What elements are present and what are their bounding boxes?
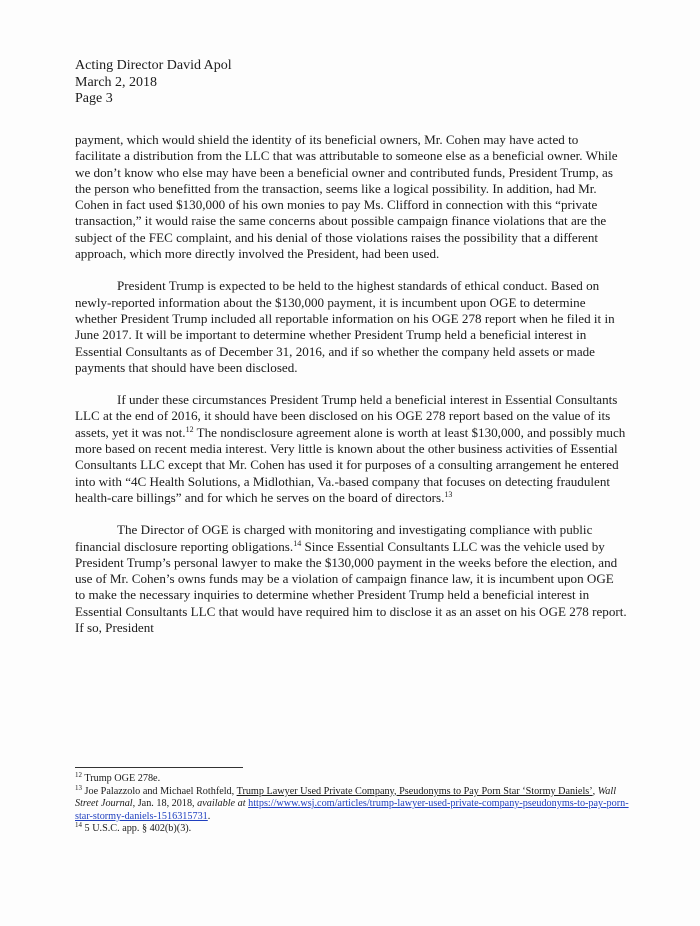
footnote-number: 12 [75,771,82,779]
footnote-text: Trump OGE 278e. [82,773,161,784]
footnote-13 [75,783,635,824]
paragraph-4 [75,522,627,636]
footnote-ref-12: 12 [185,424,194,434]
article-title: Trump Lawyer Used Private Company, Pseudonyms to Pay Porn Star ‘Stormy Daniels’ [236,785,593,797]
footnote-12 [75,773,635,786]
footnote-end: . [207,810,211,822]
paragraph-4-text-a: The Director of OGE is charged with monitoring and investigating compliance with public financial disclosure reporting obligations. [75,522,593,554]
paragraph-1 [75,132,627,262]
footnotes [75,773,635,836]
letter-header [75,58,232,108]
page-number: Page 3 [75,91,113,106]
paragraph-3-text-a: If under these circumstances President Trump held a beneficial interest in Essential Consultants LLC at the end of 2016, it should have been disclosed on his OGE 278 report based on the value of its assets, yet it was not. [75,392,618,440]
footnote-ref-13: 13 [444,489,453,499]
paragraph-1-text: payment, which would shield the identity of its beneficial owners, Mr. Cohen may have acted to facilitate a distribution from the LLC that was attributable to someone else as a beneficial owner. While we don’t know who else may have been a beneficial owner and contributed funds, President Trump, as the person who benefitted from the transaction, seems like a logical possibility. In addition, had Mr. Cohen in fact used $130,000 of his own monies to pay Ms. Clifford in connection with this “private transaction,” it would raise the same concerns about possible campaign finance violations that are the subject of the FEC complaint, and his denial of those violations raises the possibility that a different approach, which more directly involved the President, had been used. [75,132,618,262]
footnote-number: 13 [75,783,82,792]
paragraph-3-text-b: The nondisclosure agreement alone is worth at least $130,000, and possibly much more based on recent media interest. Very little is known about the other business activities of Essential Consultants LLC except that Mr. Cohen has used it for purposes of a consulting arrangement he entered into with “4C Health Solutions, a Midlothian, Va.-based company that focuses on detecting fraudulent health-care billings” and for which he serves on the board of directors. [75,424,626,505]
paragraph-4-text-b: Since Essential Consultants LLC was the vehicle used by President Trump’s personal lawyer to make the $130,000 payment in the weeks before the election, and use of Mr. Cohen’s owns funds may be a violation of campaign finance law, it is incumbent upon OGE to make the necessary inquiries to determine whether President Trump held a beneficial interest in Essential Consultants LLC that would have required him to disclose it as an asset on his OGE 278 report. If so, President [75,538,627,636]
paragraph-2-text: President Trump is expected to be held to the highest standards of ethical conduct. Based on newly-reported information about the $130,000 payment, it is incumbent upon OGE to determine whether President Trump included all reportable information on his OGE 278 report when he filed it in June 2017. It will be important to determine whether President Trump held a beneficial interest in Essential Consultants as of December 31, 2016, and if so whether the company held assets or made payments that should have been disclosed. [75,278,615,375]
letter-body [75,132,627,652]
journal-name: Wall Street Journal [75,785,617,810]
footnote-separator: , [592,785,598,797]
footnote-authors: Joe Palazzolo and Michael Rothfeld, [82,785,237,797]
article-link[interactable]: https://www.wsj.com/articles/trump-lawyer-used-private-company-pseudonyms-to-pay-porn-star-stormy-daniels-1516315731 [75,798,629,822]
paragraph-2 [75,278,627,376]
date-line: March 2, 2018 [75,74,158,90]
footnote-14 [75,823,635,836]
footnote-divider [75,767,243,768]
footnote-number: 14 [75,821,82,830]
footnote-text: 5 U.S.C. app. § 402(b)(3). [82,823,192,835]
available-at: available at [197,798,246,810]
footnote-date: , Jan. 18, 2018, [132,798,198,810]
recipient-line: Acting Director David Apol [75,58,232,73]
paragraph-3 [75,392,627,506]
footnote-ref-14: 14 [293,538,302,548]
